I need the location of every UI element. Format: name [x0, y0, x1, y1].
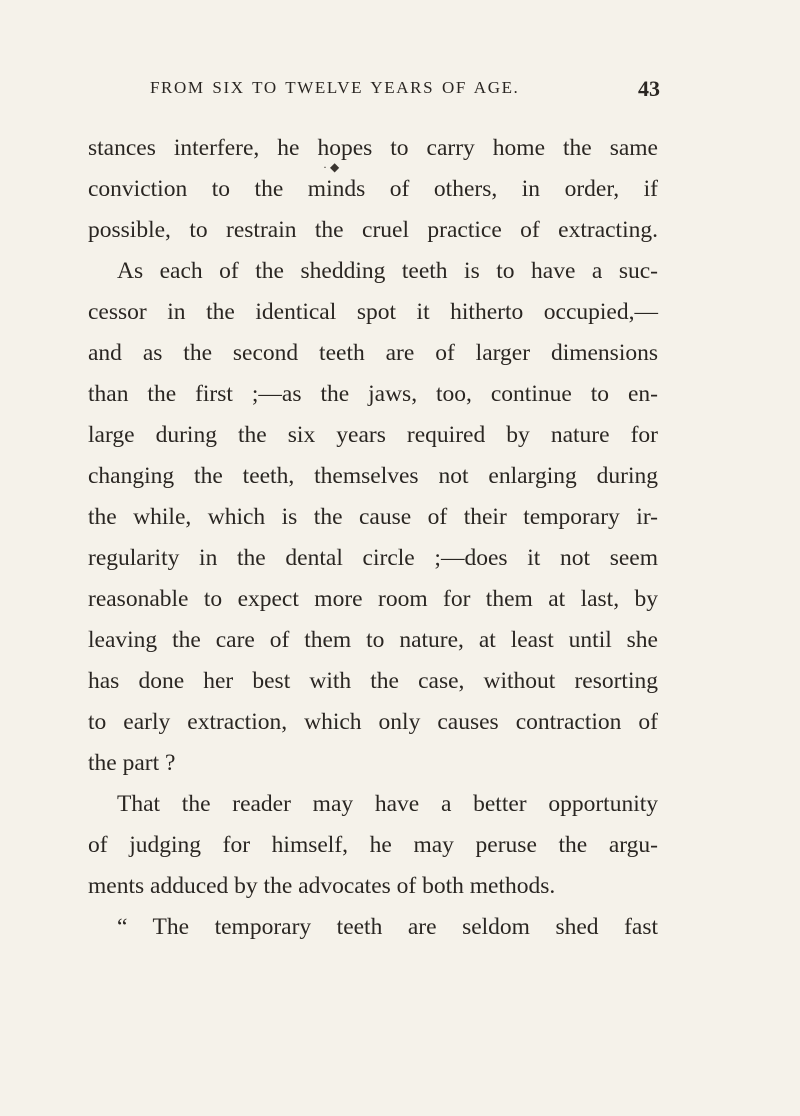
text-line: reasonable to expect more room for them at last, by: [88, 586, 658, 612]
body-text: [88, 128, 658, 948]
text-line: conviction to the minds of others, in order, if: [88, 176, 658, 202]
paragraph-end-line: ments adduced by the advocates of both methods.: [88, 873, 556, 899]
text-line: cessor in the identical spot it hitherto occupied,—: [88, 299, 658, 325]
text-line: large during the six years required by nature for: [88, 422, 658, 448]
text-line: has done her best with the case, without resorting: [88, 668, 658, 694]
text-line: changing the teeth, themselves not enlarging during: [88, 463, 658, 489]
text-line: the while, which is the cause of their temporary ir-: [88, 504, 658, 530]
paragraph-start-line: As each of the shedding teeth is to have a suc-: [117, 258, 658, 284]
text-line: to early extraction, which only causes contraction of: [88, 709, 658, 735]
text-line: possible, to restrain the cruel practice of extracting.: [88, 217, 658, 243]
page-header: [150, 78, 660, 110]
text-line: than the first ;—as the jaws, too, continue to en-: [88, 381, 658, 407]
ink-speck: · ◆: [323, 160, 340, 174]
text-line: regularity in the dental circle ;—does it not seem: [88, 545, 658, 571]
text-line: stances interfere, he hopes to carry home the same: [88, 135, 658, 161]
quotation-start-line: “ The temporary teeth are seldom shed fast: [117, 914, 658, 940]
text-line: and as the second teeth are of larger dimensions: [88, 340, 658, 366]
running-head: FROM SIX TO TWELVE YEARS OF AGE.: [150, 78, 520, 97]
text-line: of judging for himself, he may peruse the argu-: [88, 832, 658, 858]
paragraph-start-line: That the reader may have a better opportunity: [117, 791, 658, 817]
page-number: 43: [638, 76, 660, 101]
text-line: leaving the care of them to nature, at least until she: [88, 627, 658, 653]
paragraph-end-line: the part ?: [88, 750, 176, 776]
